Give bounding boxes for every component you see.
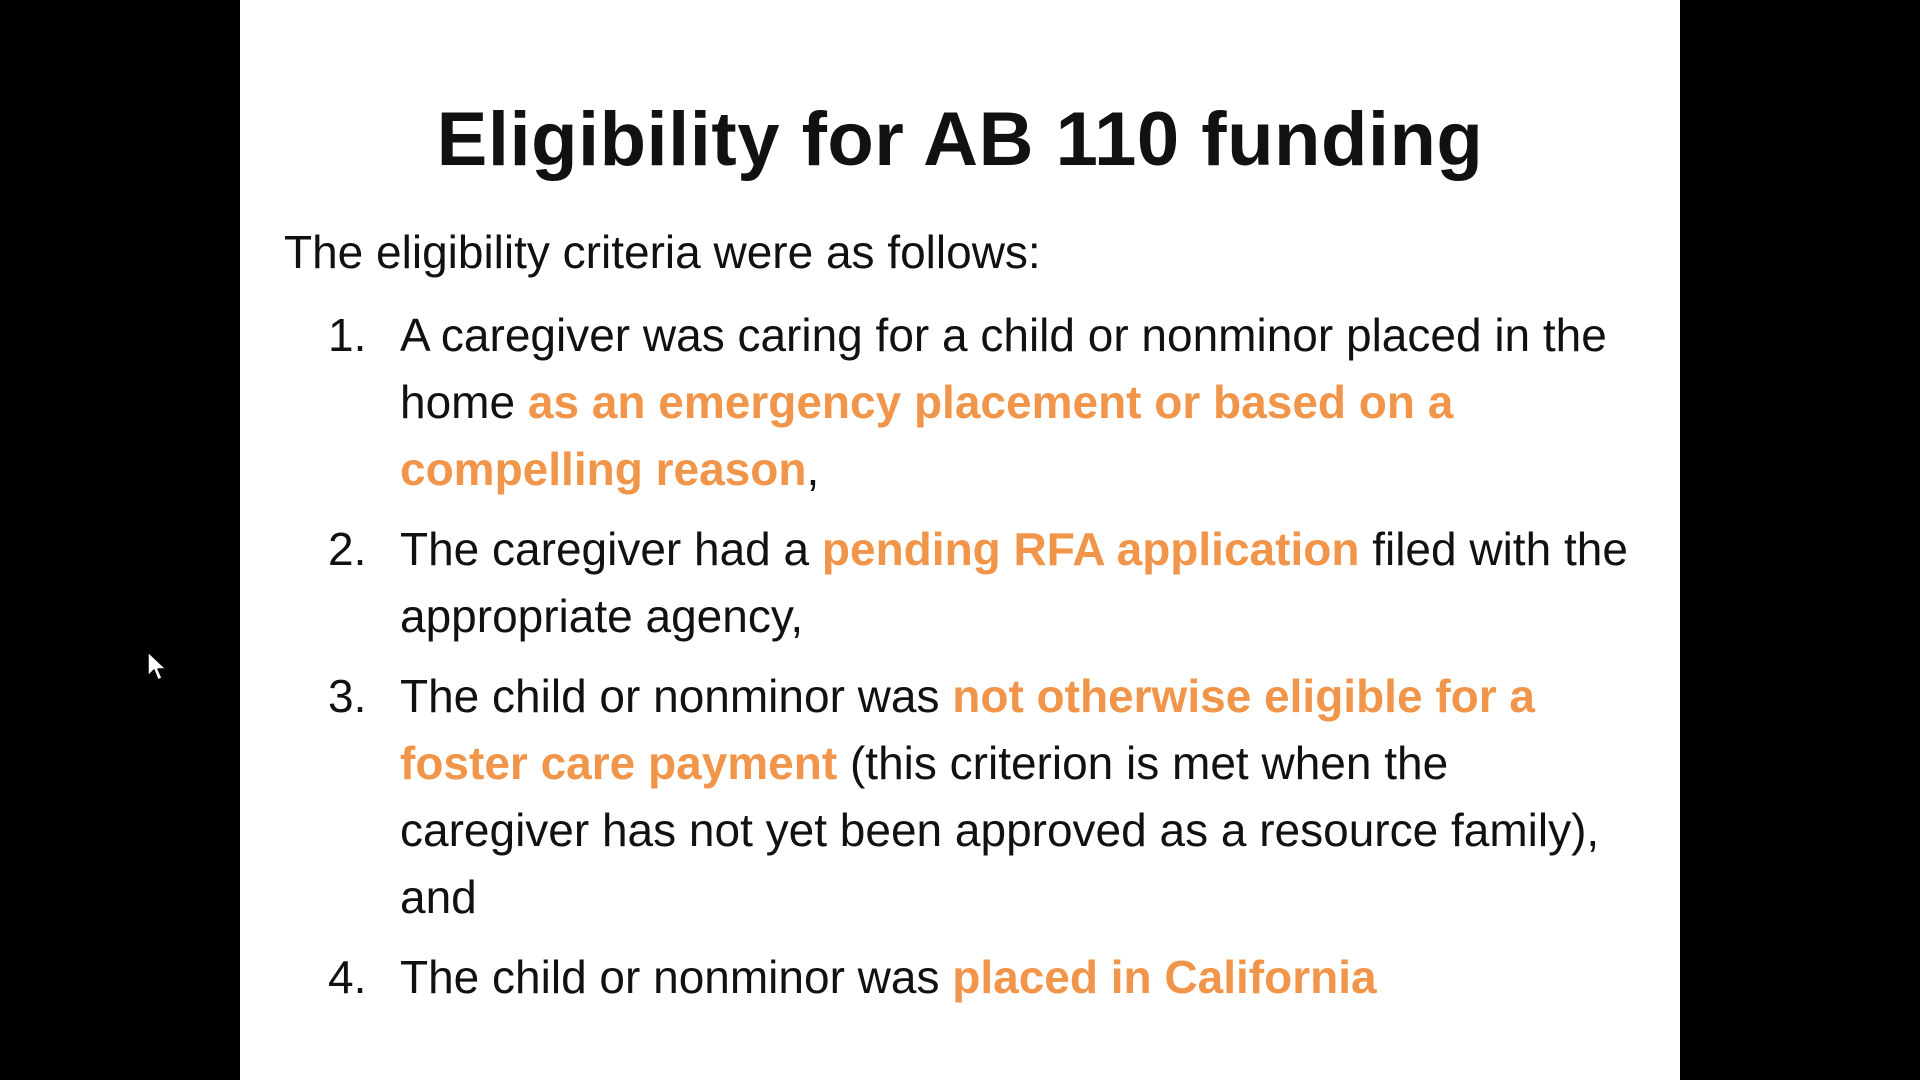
criterion-number: 4. <box>328 951 367 1003</box>
criterion-text-end: , <box>806 443 820 495</box>
criterion-number: 3. <box>328 670 367 722</box>
criterion-highlight: as an emergency placement or based on a compelling reason <box>400 376 1454 495</box>
criterion-highlight: pending RFA application <box>821 523 1360 575</box>
criterion-number: 1. <box>328 309 367 361</box>
criterion-text: The child or nonminor was <box>400 670 953 722</box>
criterion-text-end: (this criterion is met when the caregiver has not yet been approved as a resource family), and <box>400 737 1600 923</box>
criterion-highlight: not otherwise eligible for a foster care payment <box>400 670 1535 789</box>
criterion-4 <box>328 944 1628 1011</box>
mouse-pointer-icon <box>146 650 168 682</box>
criterion-2 <box>328 516 1628 650</box>
criterion-text: The child or nonminor was <box>400 951 953 1003</box>
slide-title: Eligibility for AB 110 funding <box>436 97 1484 182</box>
presentation-slide <box>240 0 1680 1080</box>
criteria-list <box>328 302 1628 1024</box>
criterion-text: The caregiver had a <box>400 523 822 575</box>
criterion-highlight: placed in California <box>952 951 1377 1003</box>
criterion-number: 2. <box>328 523 367 575</box>
slide-intro: The eligibility criteria were as follows: <box>284 226 1041 278</box>
criterion-text: A caregiver was caring for a child or nonminor placed in the home <box>400 309 1607 428</box>
criterion-3 <box>328 663 1628 931</box>
criterion-1 <box>328 302 1628 503</box>
criterion-text-end: filed with the appropriate agency, <box>400 523 1628 642</box>
